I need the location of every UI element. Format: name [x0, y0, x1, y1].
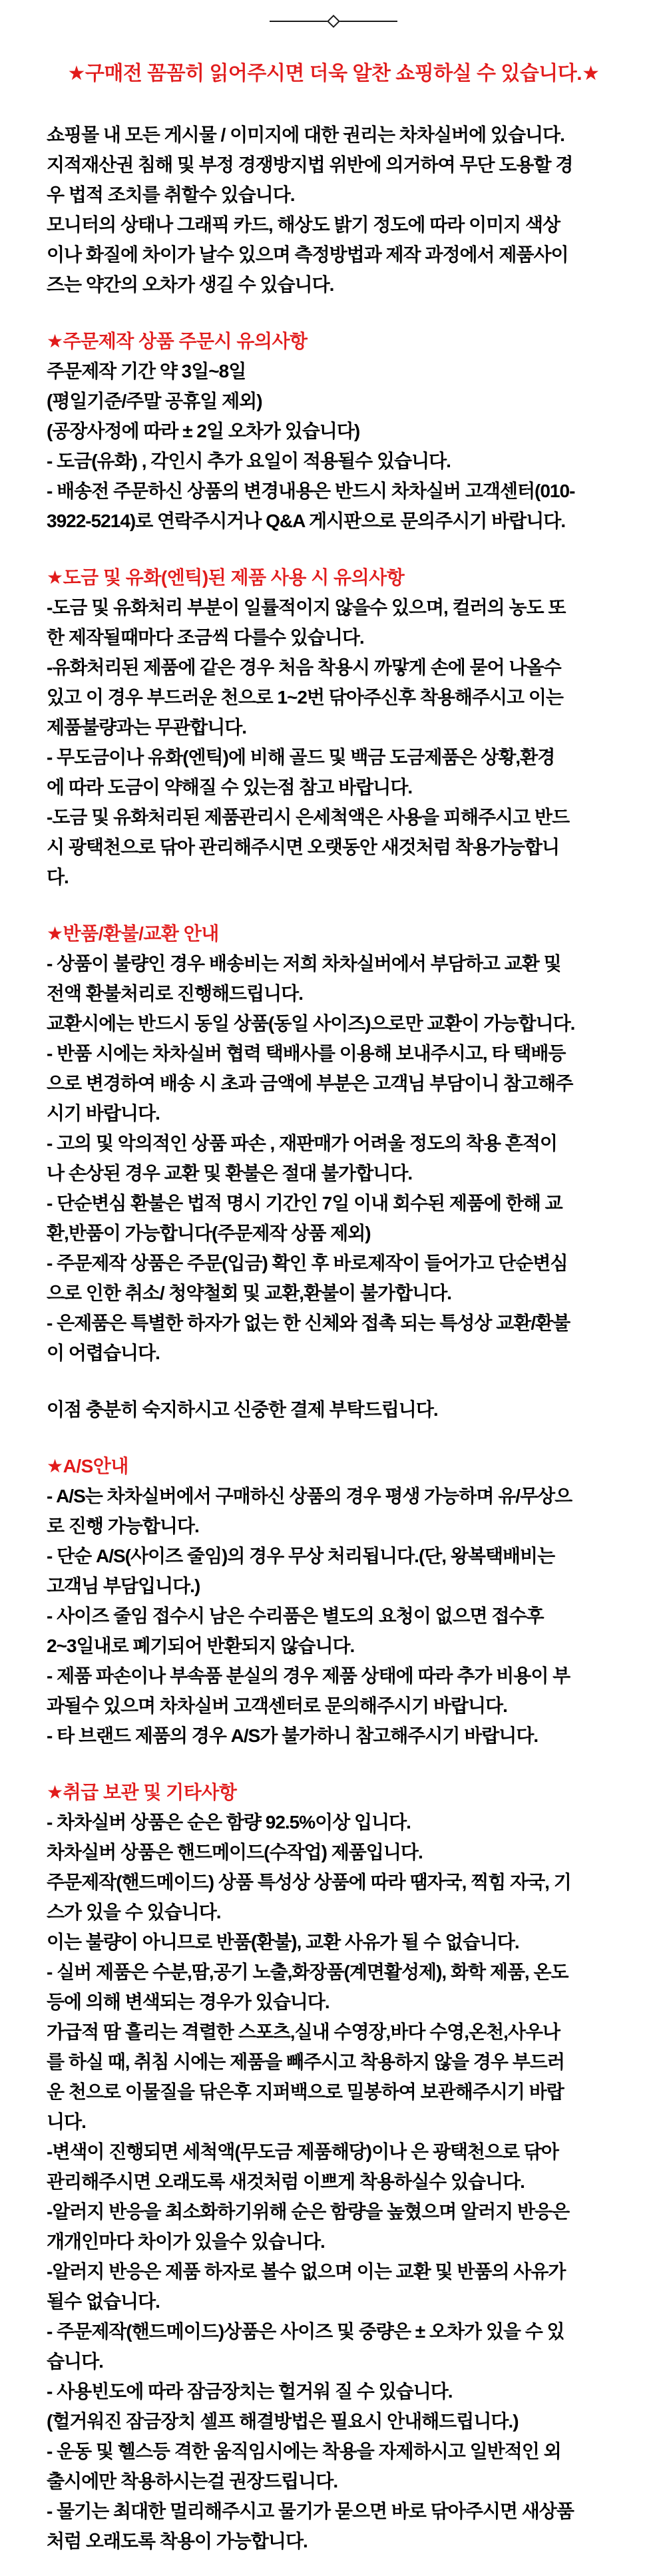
text-line: - 사이즈 줄임 접수시 남은 수리품은 별도의 요청이 없으면 접수후: [47, 1606, 544, 1626]
text-line: - 물기는 최대한 멀리해주시고 물기가 묻으면 바로 닦아주시면 새상품: [47, 2501, 574, 2521]
text-line: 될수 없습니다.: [47, 2291, 160, 2312]
text-line: - 상품이 불량인 경우 배송비는 저희 차차실버에서 부담하고 교환 및: [47, 953, 561, 974]
text-line: 스가 있을 수 있습니다.: [47, 1902, 221, 1922]
text-line: 3922-5214)로 연락주시거나 Q&A 게시판으로 문의주시기 바랍니다.: [47, 511, 566, 531]
text-line: 제품불량과는 무관합니다.: [47, 717, 247, 738]
text-line: - 반품 시에는 차차실버 협력 택배사를 이용해 보내주시고, 타 택배등: [47, 1043, 566, 1064]
text-line: 로 진행 가능합니다.: [47, 1516, 199, 1536]
text-line: 처럼 오래도록 착용이 가능합니다.: [47, 2531, 308, 2551]
text-line: 고객님 부담입니다.): [47, 1576, 200, 1596]
text-line: 주문제작(핸드메이드) 상품 특성상 상품에 따라 땜자국, 찍힘 자국, 기: [47, 1872, 571, 1892]
text-line: 교환시에는 반드시 동일 상품(동일 사이즈)으로만 교환이 가능합니다.: [47, 1013, 575, 1034]
text-line: 으로 인한 취소/ 청약철회 및 교환,환불이 불가합니다.: [47, 1283, 452, 1303]
text-line: 시 광택천으로 닦아 관리해주시면 오랫동안 새것처럼 착용가능합니: [47, 837, 560, 857]
text-line: 주문제작 기간 약 3일~8일: [47, 361, 246, 381]
notice-section: [47, 1395, 620, 1424]
text-line: - 운동 및 헬스등 격한 움직임시에는 착용을 자제하시고 일반적인 외: [47, 2441, 561, 2462]
text-line: -도금 및 유화처리 부분이 일률적이지 않을수 있으며, 컬러의 농도 또: [47, 597, 566, 618]
text-line: - 무도금이나 유화(엔틱)에 비해 골드 및 백금 도금제품은 상황,환경: [47, 747, 555, 767]
text-line: - 단순변심 환불은 법적 명시 기간인 7일 이내 회수된 제품에 한해 교: [47, 1193, 562, 1213]
text-line: - 배송전 주문하신 상품의 변경내용은 반드시 차차실버 고객센터(010-: [47, 481, 575, 501]
text-line: 지적재산권 침해 및 부정 경쟁방지법 위반에 의거하여 무단 도용할 경: [47, 154, 573, 175]
text-line: 개개인마다 차이가 있을수 있습니다.: [47, 2231, 325, 2252]
text-line: 시기 바랍니다.: [47, 1103, 160, 1124]
text-line: 를 하실 때, 취침 시에는 제품을 빼주시고 착용하지 않을 경우 부드러: [47, 2051, 564, 2072]
text-line: 우 법적 조치를 취할수 있습니다.: [47, 184, 295, 205]
text-line: 나 손상된 경우 교환 및 환불은 절대 불가합니다.: [47, 1163, 413, 1183]
text-line: (공장사정에 따라 ± 2일 오차가 있습니다): [47, 421, 360, 441]
text-line: 습니다.: [47, 2351, 103, 2372]
intro-heading: ★구매전 꼼꼼히 읽어주시면 더욱 알찬 쇼핑하실 수 있습니다.★: [67, 63, 600, 85]
text-line: - 제품 파손이나 부속품 분실의 경우 제품 상태에 따라 추가 비용이 부: [47, 1665, 570, 1686]
text-line: -유화처리된 제품에 같은 경우 처음 착용시 까맣게 손에 묻어 나올수: [47, 657, 561, 678]
text-line: 2~3일내로 폐기되어 반환되지 않습니다.: [47, 1635, 355, 1656]
text-line: -알러지 반응은 제품 하자로 볼수 없으며 이는 교환 및 반품의 사유가: [47, 2261, 566, 2282]
section-heading: ★주문제작 상품 주문시 유의사항: [47, 331, 308, 351]
text-line: - 주문제작(핸드메이드)상품은 사이즈 및 중량은 ± 오차가 있을 수 있: [47, 2321, 564, 2342]
notice-section: [47, 1777, 620, 2556]
text-line: - 은제품은 특별한 하자가 없는 한 신체와 접촉 되는 특성상 교환/환불: [47, 1313, 570, 1333]
text-line: 니다.: [47, 2111, 86, 2132]
text-line: 한 제작될때마다 조금씩 다를수 있습니다.: [47, 627, 364, 648]
notice-section: [47, 562, 620, 892]
top-divider: [47, 16, 620, 27]
section-heading: ★A/S안내: [47, 1456, 128, 1476]
text-line: 가급적 땀 흘리는 격렬한 스포츠,실내 수영장,바다 수영,온천,사우나: [47, 2022, 560, 2042]
text-line: 관리해주시면 오래도록 새것처럼 이쁘게 착용하실수 있습니다.: [47, 2171, 525, 2192]
notice-section: [47, 326, 620, 536]
text-line: 이 어렵습니다.: [47, 1343, 160, 1363]
text-line: - 실버 제품은 수분,땀,공기 노출,화장품(계면활성제), 화학 제품, 온도: [47, 1962, 568, 1982]
section-heading: ★취급 보관 및 기타사항: [47, 1782, 237, 1803]
text-line: -알러지 반응을 최소화하기위해 순은 함량을 높혔으며 알러지 반응은: [47, 2201, 570, 2222]
text-line: 이는 불량이 아니므로 반품(환불), 교환 사유가 될 수 없습니다.: [47, 1932, 519, 1952]
notice-section: [47, 1451, 620, 1751]
text-line: 운 천으로 이물질을 닦은후 지퍼백으로 밀봉하여 보관해주시기 바랍: [47, 2081, 564, 2102]
text-line: 모니터의 상태나 그래픽 카드, 해상도 밝기 정도에 따라 이미지 색상: [47, 214, 560, 235]
text-line: 등에 의해 변색되는 경우가 있습니다.: [47, 1992, 330, 2012]
text-line: 과될수 있으며 차차실버 고객센터로 문의해주시기 바랍니다.: [47, 1695, 507, 1716]
text-line: -변색이 진행되면 세척액(무도금 제품해당)이나 은 광택천으로 닦아: [47, 2141, 558, 2162]
text-line: 출시에만 착용하시는걸 권장드립니다.: [47, 2471, 338, 2491]
text-line: (평일기준/주말 공휴일 제외): [47, 391, 262, 411]
text-line: - 주문제작 상품은 주문(입금) 확인 후 바로제작이 들어가고 단순변심: [47, 1253, 568, 1273]
section-heading: ★반품/환불/교환 안내: [47, 923, 219, 944]
text-line: 에 따라 도금이 약해질 수 있는점 참고 바랍니다.: [47, 777, 413, 797]
text-line: - 차차실버 상품은 순은 함량 92.5%이상 입니다.: [47, 1812, 411, 1832]
divider-rule: [270, 16, 397, 27]
notice-section: [47, 919, 620, 1368]
text-line: - A/S는 차차실버에서 구매하신 상품의 경우 평생 가능하며 유/무상으: [47, 1486, 572, 1506]
text-line: -도금 및 유화처리된 제품관리시 은세척액은 사용을 피해주시고 반드: [47, 807, 570, 827]
sections-container: [47, 120, 620, 2556]
text-line: 차차실버 상품은 핸드메이드(수작업) 제품입니다.: [47, 1842, 423, 1862]
text-line: - 도금(유화) , 각인시 추가 요일이 적용될수 있습니다.: [47, 451, 451, 471]
text-line: - 단순 A/S(사이즈 줄임)의 경우 무상 처리됩니다.(단, 왕복택배비는: [47, 1546, 555, 1566]
text-line: 전액 환불처리로 진행해드립니다.: [47, 983, 304, 1004]
text-line: 환,반품이 가능합니다(주문제작 상품 제외): [47, 1223, 371, 1243]
section-heading: ★도금 및 유화(엔틱)된 제품 사용 시 유의사항: [47, 567, 405, 588]
text-line: 이점 충분히 숙지하시고 신중한 결제 부탁드립니다.: [47, 1399, 438, 1420]
notice-section: [47, 120, 620, 300]
text-line: 다.: [47, 867, 69, 887]
text-line: 즈는 약간의 오차가 생길 수 있습니다.: [47, 274, 334, 295]
text-line: - 고의 및 악의적인 상품 파손 , 재판매가 어려울 정도의 착용 흔적이: [47, 1133, 557, 1154]
text-line: 쇼핑몰 내 모든 게시물 / 이미지에 대한 권리는 차차실버에 있습니다.: [47, 124, 564, 145]
diamond-icon: [327, 15, 340, 28]
text-line: 이나 화질에 차이가 날수 있으며 측정방법과 제작 과정에서 제품사이: [47, 244, 568, 265]
text-line: - 타 브랜드 제품의 경우 A/S가 불가하니 참고해주시기 바랍니다.: [47, 1725, 539, 1746]
text-line: (헐거워진 잠금장치 셀프 해결방법은 필요시 안내해드립니다.): [47, 2411, 519, 2432]
text-line: 으로 변경하여 배송 시 초과 금액에 부분은 고객님 부담이니 참고해주: [47, 1073, 573, 1094]
text-line: 있고 이 경우 부드러운 천으로 1~2번 닦아주신후 착용해주시고 이는: [47, 687, 563, 708]
text-line: - 사용빈도에 따라 잠금장치는 헐거워 질 수 있습니다.: [47, 2381, 453, 2402]
